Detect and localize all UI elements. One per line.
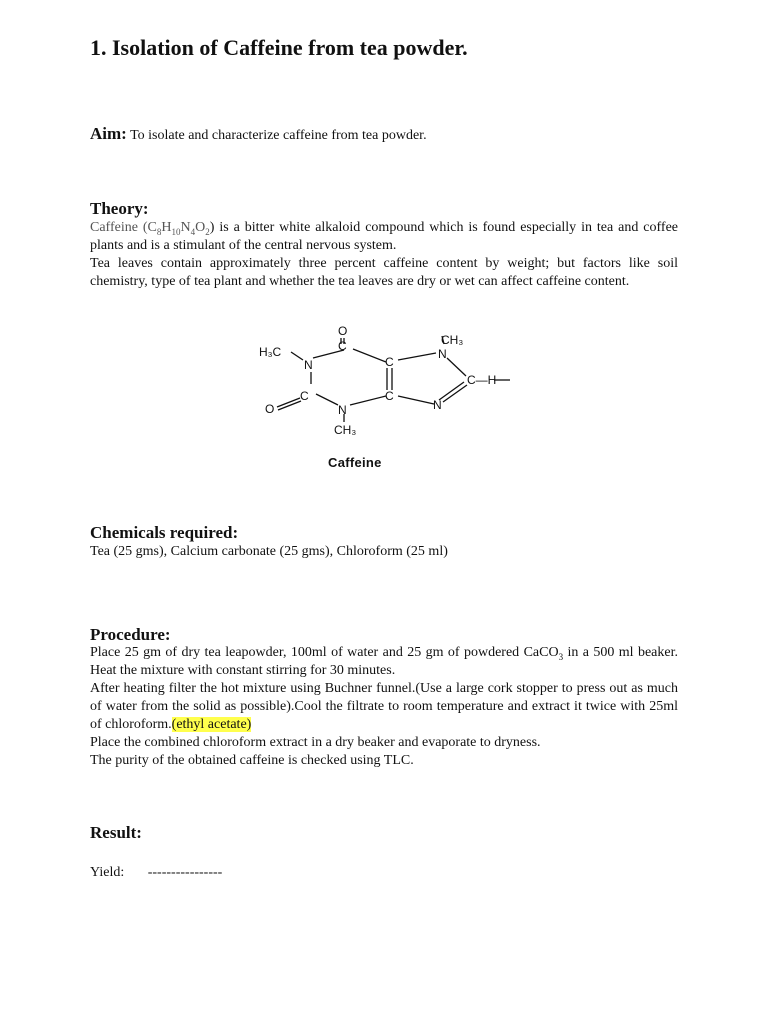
aim-text: To isolate and characterize caffeine from tea powder. (130, 128, 427, 143)
structure-caption: Caffeine (328, 455, 382, 470)
aim-label: Aim: (90, 124, 127, 143)
theory-heading: Theory: (90, 199, 149, 218)
theory-paragraph-1 (90, 219, 678, 255)
chemicals-heading: Chemicals required: (90, 523, 239, 542)
theory-text (90, 219, 678, 291)
procedure-paragraph-1: Place 25 gm of dry tea leapowder, 100ml of water and 25 gm of powdered CaCO$_3$ in a 500 ml beaker. Heat the mixture with constant stirring for 30 minutes. (90, 645, 678, 678)
theory-p1-suffix: ) is a bitter white alkaloid compound which is found especially in tea and coffee plants and is a stimulant of the central nervous system. (90, 220, 678, 253)
result-heading: Result: (90, 823, 142, 842)
yield-label: Yield: (90, 865, 125, 880)
atom-n-imid-top: N (438, 347, 447, 361)
atom-c-right-top: C (385, 355, 394, 369)
bond-nimid-c-bottom (439, 382, 464, 400)
aim-line (90, 124, 427, 144)
bond-h3c-n1 (291, 352, 303, 360)
atom-n3: N (338, 403, 347, 417)
atom-c-top: C (338, 339, 347, 353)
bond-ctop-crt (353, 349, 386, 362)
bond-crt-nimid (398, 353, 436, 360)
procedure-heading: Procedure: (90, 625, 171, 644)
structure-atoms (259, 324, 496, 437)
caffeine-structure-svg (258, 322, 518, 482)
bond-n3-crb (350, 396, 386, 405)
atom-ch3-bottom: CH₃ (334, 423, 357, 437)
bond-nimid-c-bottom-2 (443, 385, 467, 402)
document-page (90, 0, 678, 1024)
bond-crb-nimid (398, 396, 434, 404)
atom-n-imid-bottom: N (433, 398, 442, 412)
atom-h3c: H₃C (259, 345, 282, 359)
atom-c-h: C—H (467, 373, 497, 387)
yield-value: ---------------- (147, 865, 223, 880)
atom-o-left: O (265, 402, 275, 416)
bond-cleft-n3 (316, 394, 338, 405)
atom-o-top: O (338, 324, 348, 338)
procedure-paragraph-4: The purity of the obtained caffeine is checked using TLC. (90, 753, 414, 768)
procedure-paragraph-2: After heating filter the hot mixture using Buchner funnel.(Use a large cork stopper to press out as much of water from the solid as possible).Cool the filtrate to room temperature and extract it twice with 25ml of chloroform.(ethyl acetate) (90, 681, 678, 732)
theory-p1-prefix: Caffeine ( (90, 220, 148, 235)
caffeine-formula: $C_8H_{10}N_4O_2$ (147, 220, 210, 237)
procedure-text (90, 644, 678, 770)
atom-ch3-top: CH₃ (441, 333, 464, 347)
atom-n1: N (304, 358, 313, 372)
theory-paragraph-2: Tea leaves contain approximately three percent caffeine content by weight; but factors like soil chemistry, type of tea plant and whether the tea leaves are dry or wet can affect caffeine content. (90, 256, 678, 289)
bond-nimid-c (447, 358, 466, 376)
caffeine-structure-diagram (258, 322, 518, 482)
chemicals-text: Tea (25 gms), Calcium carbonate (25 gms), Chloroform (25 ml) (90, 544, 448, 559)
yield-line (90, 865, 222, 881)
atom-c-left: C (300, 389, 309, 403)
procedure-paragraph-3: Place the combined chloroform extract in a dry beaker and evaporate to dryness. (90, 735, 541, 750)
page-title: 1. Isolation of Caffeine from tea powder. (90, 35, 468, 60)
atom-c-right-bottom: C (385, 389, 394, 403)
highlighted-ethyl-acetate: (ethyl acetate) (171, 717, 252, 732)
